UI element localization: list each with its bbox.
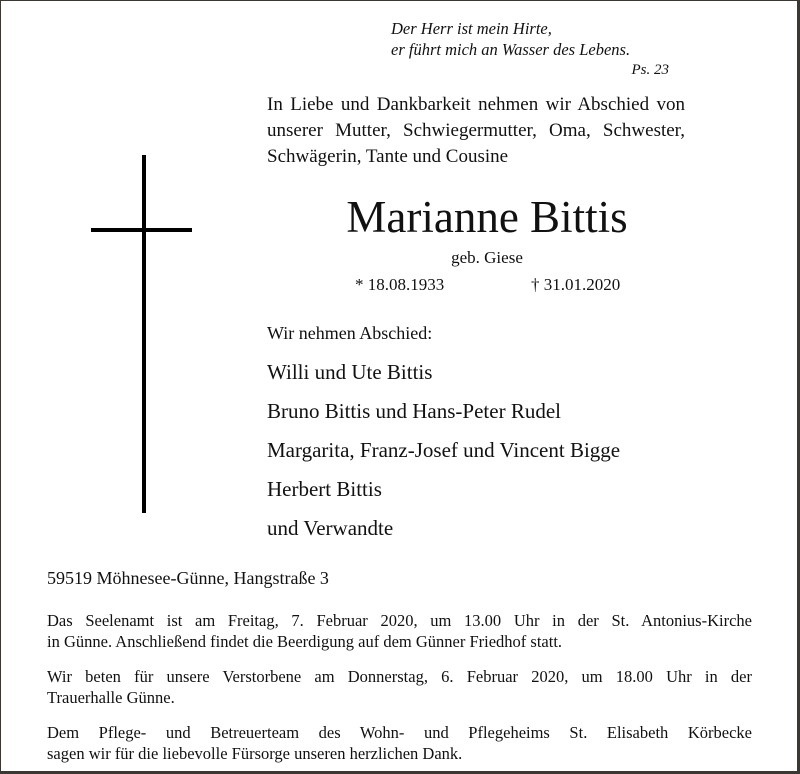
- cross-icon-vertical: [142, 155, 146, 513]
- service-paragraph: [47, 610, 752, 652]
- intro-line: Schwägerin, Tante und Cousine: [267, 146, 509, 167]
- intro-line: unserer Mutter, Schwiegermutter, Oma, Schwester,: [267, 120, 685, 141]
- death-date: † 31.01.2020: [531, 275, 621, 294]
- birth-date: * 18.08.1933: [355, 275, 445, 294]
- mourner-name: Willi und Ute Bittis: [267, 360, 433, 384]
- mourners-label: Wir nehmen Abschied:: [267, 323, 433, 343]
- paragraph-line: Das Seelenamt ist am Freitag, 7. Februar 2020, um 13.00 Uhr in der St. Antonius-Kirche: [47, 611, 752, 630]
- paragraph-line: Dem Pflege- und Betreuerteam des Wohn- und Pflegeheims St. Elisabeth Körbecke: [47, 723, 752, 742]
- psalm-line: er führt mich an Wasser des Lebens.: [391, 40, 631, 59]
- maiden-name: geb. Giese: [451, 248, 523, 267]
- paragraph-line: Trauerhalle Günne.: [47, 688, 175, 707]
- mourner-name: Herbert Bittis: [267, 477, 382, 501]
- psalm-line: Der Herr ist mein Hirte,: [391, 19, 552, 38]
- psalm-quote: [391, 18, 669, 80]
- mourners-list: [267, 355, 620, 550]
- thanks-paragraph: [47, 722, 752, 764]
- intro-line: In Liebe und Dankbarkeit nehmen wir Abschied von: [267, 94, 685, 115]
- mourner-name: Bruno Bittis und Hans-Peter Rudel: [267, 399, 561, 423]
- mourner-name: Margarita, Franz-Josef und Vincent Bigge: [267, 438, 621, 462]
- paragraph-line: in Günne. Anschließend findet die Beerdigung auf dem Günner Friedhof statt.: [47, 632, 563, 651]
- prayer-paragraph: [47, 666, 752, 708]
- paragraph-line: Wir beten für unsere Verstorbene am Donnerstag, 6. Februar 2020, um 18.00 Uhr in der: [47, 667, 752, 686]
- psalm-reference: Ps. 23: [631, 62, 669, 78]
- address: 59519 Möhnesee-Günne, Hangstraße 3: [47, 568, 329, 588]
- intro-text: [267, 92, 685, 170]
- deceased-name: Marianne Bittis: [346, 192, 628, 242]
- paragraph-line: sagen wir für die liebevolle Fürsorge unseren herzlichen Dank.: [47, 744, 463, 763]
- mourner-name: und Verwandte: [267, 516, 394, 540]
- cross-icon-horizontal: [91, 228, 192, 232]
